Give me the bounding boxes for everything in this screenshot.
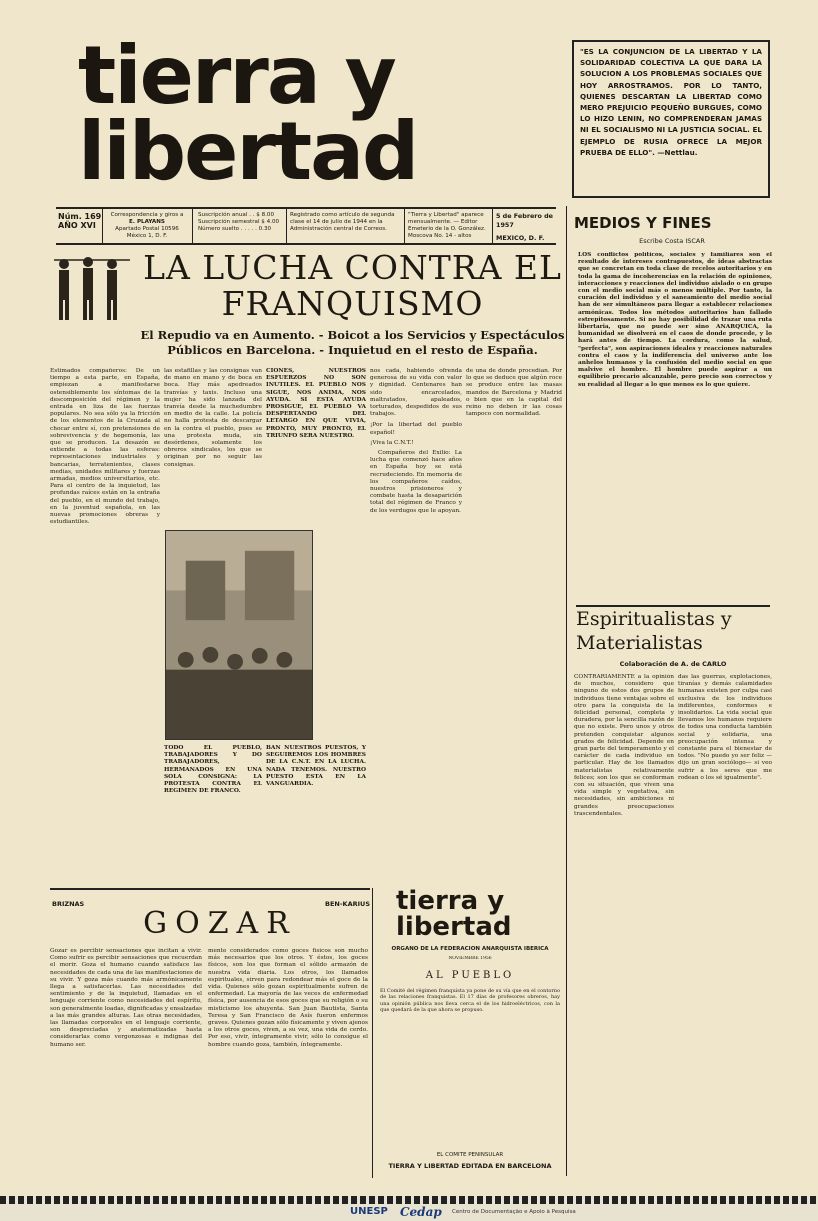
al-pueblo-body	[380, 988, 560, 1148]
nettlau-quote-box	[572, 40, 770, 198]
mini-masthead: tierra y libertad	[396, 888, 512, 942]
issue-number-block	[58, 212, 101, 230]
al-pueblo-signature: EL COMITE PENINSULAR	[436, 1152, 504, 1158]
espiritualistas-col-2	[678, 674, 772, 1174]
cnt-text: Compañeros del Exilio: La lucha que comenzó hace años en España hoy se está recrudeciendo. En memoria de los compañeros caídos, nuestros prisioneros y combate hasta la desaparición total del régimen de Franco y de los verdugos que le apoyan.	[370, 450, 462, 514]
date-block	[496, 212, 556, 243]
correspondence-city: México 1, D. F.	[126, 233, 168, 239]
issue-year: AÑO XVI	[58, 221, 96, 230]
nettlau-quote-text: "ES LA CONJUNCION DE LA LIBERTAD Y LA SOLIDARIDAD COLECTIVA LA QUE DARA LA SOLUCION A LOS PROBLEMAS SOCIALES QUE HOY ARROSTRAMOS. POR LO TANTO, QUIENES DESCARTAN LA LIBERTAD COMO MERO PREJUICIO PEQUEÑO BURGUES, COMO LO HIZO LENIN, NO COMPRENDERAN JAMAS NI EL SOCIALISMO NI LA JUSTICIA SOCIAL. EL EJEMPLO DE RUSIA OFRECE LA MEJOR PRUEBA DE ELLO". —Nettlau.	[580, 47, 762, 157]
lucha-col-1	[50, 368, 160, 888]
single-issue-price: Número suelto . . . . . 0.30	[198, 226, 272, 232]
medios-text: LOS conflictos políticos, sociales y familiares son el resultado de intereses contrapuestos, de ideas abstractas que se concretan en toda clase de recelos autoritarios y en toda la gama de incoherencias en la relación de opiniones, interacciones y reacciones del individuo aislado o en grupo con el medio social más o menos múltiple. Por tanto, la curación del individuo y el saneamiento del medio social han de ser simultáneos para llegar a establecer relaciones armónicas. Todos los métodos autoritarios han fallado estrepitosamente. Si no hay posibilidad de trazar una ruta libertaria, que no puede ser sino ANARQUICA, la humanidad se disolverá en el caos de donde procede, y lo hará antes de tiempo. La cordura, como la salud, "perfecta", son aspiraciones ideales y reacciones naturales contra el caos y la indiferencia del universo ante los anhelos humanos y la confusión del medio social en que malvive el hombre. El hombre puede aspirar a un equilibrio precario alcanzable, pero precio son correctos y su realidad al llegar a lo que menos es lo que quiere.	[578, 252, 772, 388]
gozar-col-2	[208, 948, 368, 1180]
al-pueblo-footer: TIERRA Y LIBERTAD EDITADA EN BARCELONA	[388, 1162, 552, 1170]
photo-caption-left	[164, 745, 262, 890]
lucha-col-2	[164, 368, 262, 526]
issue-date: 5 de Febrero de 1957	[496, 212, 553, 229]
unesp-logo: UNESP	[350, 1206, 388, 1217]
medios-title: MEDIOS Y FINES	[574, 214, 712, 232]
gozar-author: BEN-KARIUS	[325, 900, 370, 908]
gozar-title: GOZAR	[143, 906, 297, 941]
medios-byline: Escribe Costa ISCAR	[639, 237, 705, 245]
espiritualistas-col-1-text: CONTRARIAMENTE a la opinión de muchos, considero que ninguno de estos dos grupos de individuos tiene ventajas sobre el otro para la conquista de la felicidad personal, completa y duradera, por la sencilla razón de que no existe. Pero unos y otros pretenden conquistar algunos grados de felicidad. Depende en gran parte del temperamento y el carácter de cada individuo en particular. Hay de los llamados materialistas relativamente felices; son los que se conforman con su situación, que viven una vida simple y vegetativa, sin necesidades, sin ambiciones ni grandes preocupaciones trascendentales.	[574, 674, 674, 817]
espiritualistas-col-2-text: das las guerras, explotaciones, tiranías y demás calamidades humanas existen por culpa casi exclusiva de los individuos indiferentes, conformes e insolidarios. La vida social que llevamos los humanos requiere de todos una conducta también social y solidaria, una preocupación intensa y constante para el bienestar de todos. "No puedo yo ser feliz —dijo un gran sociólogo— si veo sufrir a los seres que me rodean o los sé igualmente".	[678, 674, 772, 781]
espiritualistas-title: Espiritualistas y Materialistas	[576, 605, 770, 659]
archive-footer	[0, 1196, 818, 1221]
correspondence-label: Correspondencia y giros a	[110, 212, 184, 218]
photo-caption-right	[266, 745, 366, 890]
lucha-headline: LA LUCHA CONTRA EL FRANQUISMO	[143, 250, 562, 323]
registration-note: Registrado como artículo de segunda clase el 14 de julio de 1944 en la Administración central de Correos.	[290, 212, 395, 232]
gozar-col-2-text: mente considerados como goces físicos son mucho más necesarios que los otros. Y éstos, los goces físicos, son los que forman el sólido armazón de nuestra vida diaria. Los otros, los llamados espirituales, sirven para redondear más el goce de la vida. Quienes sólo gozan espiritualmente sufren de enfermedad. La mayoría de las veces de enfermedad física, por ausencia de esos goces que su religión o su misticismo los ahuyenta. San Juan Bautista, Santa Teresa y San Francisco de Asís fueron enfermos graves. Quienes gozan sólo físicamente y viven ajenos a los otros goces, viven, a su vez, una vida de cerdo. Por eso, vivir, íntegramente vivir, sólo lo consigue el hombre cuando goza, también, íntegramente.	[208, 948, 368, 1048]
mini-masthead-tagline: ORGANO DE LA FEDERACION ANARQUISTA IBERICA	[391, 946, 549, 952]
protest-photo	[165, 530, 313, 740]
espiritualistas-col-1	[574, 674, 674, 1174]
subscription-block	[198, 212, 282, 233]
lucha-col-2-text: las estafillas y las consignas van de mano en mano y de boca en boca. Hay más apedreados tranvías y taxis. Incluso una mujer ha sido lanzada del tranvía desde la muchedumbre en medio de la calle. La policía no halla protesta de descargar en la contra el pueblo, pues se una protesta muda, sin desórdenes, solamente los obreros sindicales, los que se originan por no seguir las consignas.	[164, 368, 262, 468]
lucha-col-3	[266, 368, 366, 526]
correspondence-block	[108, 212, 186, 240]
subscription-semester: Suscripción semestral $ 4.00	[198, 219, 280, 225]
masthead-line-2: libertad	[78, 105, 418, 198]
gozar-col-1	[50, 948, 202, 1180]
scan-scale-bar	[0, 1196, 818, 1204]
lucha-subheadline: El Repudio va en Aumento. - Boicot a los Servicios y Espectáculos Públicos en Barcelona. - Inquietud en el resto de España.	[140, 328, 565, 357]
photo-caption-left-text: TODO EL PUEBLO, TRABAJADORES Y DO TRABAJADORES, HERMANADOS EN UNA SOLA CONSIGNA: LA PROTESTA CONTRA EL REGIMEN DE FRANCO.	[164, 745, 262, 795]
issue-place: MEXICO, D. F.	[496, 234, 545, 242]
publication-note: "Tierra y Libertad" aparece mensualmente. — Editor Emeterio de la O. González. Moscova No. 14 - altos	[408, 212, 486, 239]
al-pueblo-text: El Comité del régimen franquista ya pone de su vía que en el contorno de las relaciones franquistas. El 17 días de profesores obreros, hay una opinión pública nos lleva cerca el de los hidroeléctricos, con la que quedará de la que ahora se propuso.	[380, 988, 560, 1014]
mini-masthead-date: NOVIEMBRE 1956	[448, 956, 492, 961]
issue-number: Núm. 169	[58, 212, 102, 221]
info-bar	[56, 207, 556, 245]
cnt-header: ¡Por la libertad del pueblo español!	[370, 422, 462, 436]
medios-body	[578, 252, 772, 598]
masthead-title	[78, 38, 558, 198]
protest-figures-illustration	[50, 254, 138, 324]
al-pueblo-title: AL PUEBLO	[425, 970, 515, 981]
correspondence-name: E. PLAYANS	[129, 219, 165, 225]
archive-name: Centro de Documentação e Apoio à Pesquisa	[452, 1209, 576, 1215]
masthead-line-1: tierra y	[78, 38, 395, 122]
lucha-col-5	[466, 368, 562, 888]
lucha-col-3-text: CIONES, NUESTROS ESFUERZOS NO SON INUTILES. EL PUEBLO NOS SIGUE, NOS ANIMA, NOS AYUDA. SI ESTA AYUDA PROSIGUE, EL PUEBLO VA DESPERTANDO DEL LETARGO EN QUE VIVIA, PRONTO, MUY PRONTO, EL TRIUNFO SERA NUESTRO.	[266, 368, 366, 439]
cedap-logo: Cedap	[400, 1205, 442, 1219]
cnt-signature: ¡Viva la C.N.T.!	[370, 439, 414, 446]
lucha-col-4-text: nos cada, habiendo ofrenda generosa de su vida con valor y dignidad. Centenares han sido encarcelados, maltratados, apaleados, torturados, despedidos de sus trabajos.	[370, 368, 462, 418]
photo-caption-right-text: BAN NUESTROS PUESTOS, Y SEGUIREMOS LOS HOMBRES DE LA C.N.T. EN LA LUCHA. NADA TENEMOS. NUESTRO PUESTO ESTA EN LA VANGUARDIA.	[266, 745, 366, 788]
gozar-section-label: BRIZNAS	[52, 900, 85, 908]
lucha-col-1-text: Estimados compañeros: De un tiempo a esta parte, en España, empiezan a manifestarse ostensiblemente los síntomas de la descomposición del régimen y la entrada en liza de las fuerzas populares. No sea sólo ya la fricción de los elementos de la Cruzada al chocar entre sí, con pretensiones de sobrevivencia y de hegemonía, las que se producen. La desazón se extiende a todas las esferas: representaciones industriales y bancarias, terratenientes, clases medias, unidades militares y fuerzas armadas, medios universitarios, etc. Para el centro de la inquietud, las profundas raíces están en la entraña del pueblo, en el mundo del trabajo, en la juventud española, en las nuevas promociones obreras y estudiantiles.	[50, 368, 160, 526]
gozar-col-1-text: Gozar es percibir sensaciones que incitan a vivir. Como sufrir es percibir sensaciones que recuerdan el morir. Goza el humano cuando satisface las necesidades de cada una de las manifestaciones de su vivir. Y goza más cuando más armónicamente llega a satisfacerlas. Las necesidades del sentimiento y de la inquietud, llamadas en el lenguaje corriente como necesidades del espíritu, son generalmente loadas, dignificadas y ensalzadas a las más grandes alturas. Las otras necesidades, las llamadas corporales en el lenguaje corriente, son despreciadas y anatematizadas hasta considerarlas como vergonzosas e indignas del humano ser.	[50, 948, 202, 1048]
espiritualistas-byline: Colaboración de A. de CARLO	[619, 660, 727, 668]
correspondence-pobox: Apartado Postal 10596	[115, 226, 179, 232]
subscription-annual: Suscripción anual . . $ 8.00	[198, 212, 275, 218]
lucha-col-5-text: de una de donde procedían. Por lo que se deduce que algún roce se produce entre las masas mandos de Barcelona y Madrid o bien que en la capital del reino no deben ir las cosas tampoco con normalidad.	[466, 368, 562, 418]
lucha-col-4	[370, 368, 462, 888]
